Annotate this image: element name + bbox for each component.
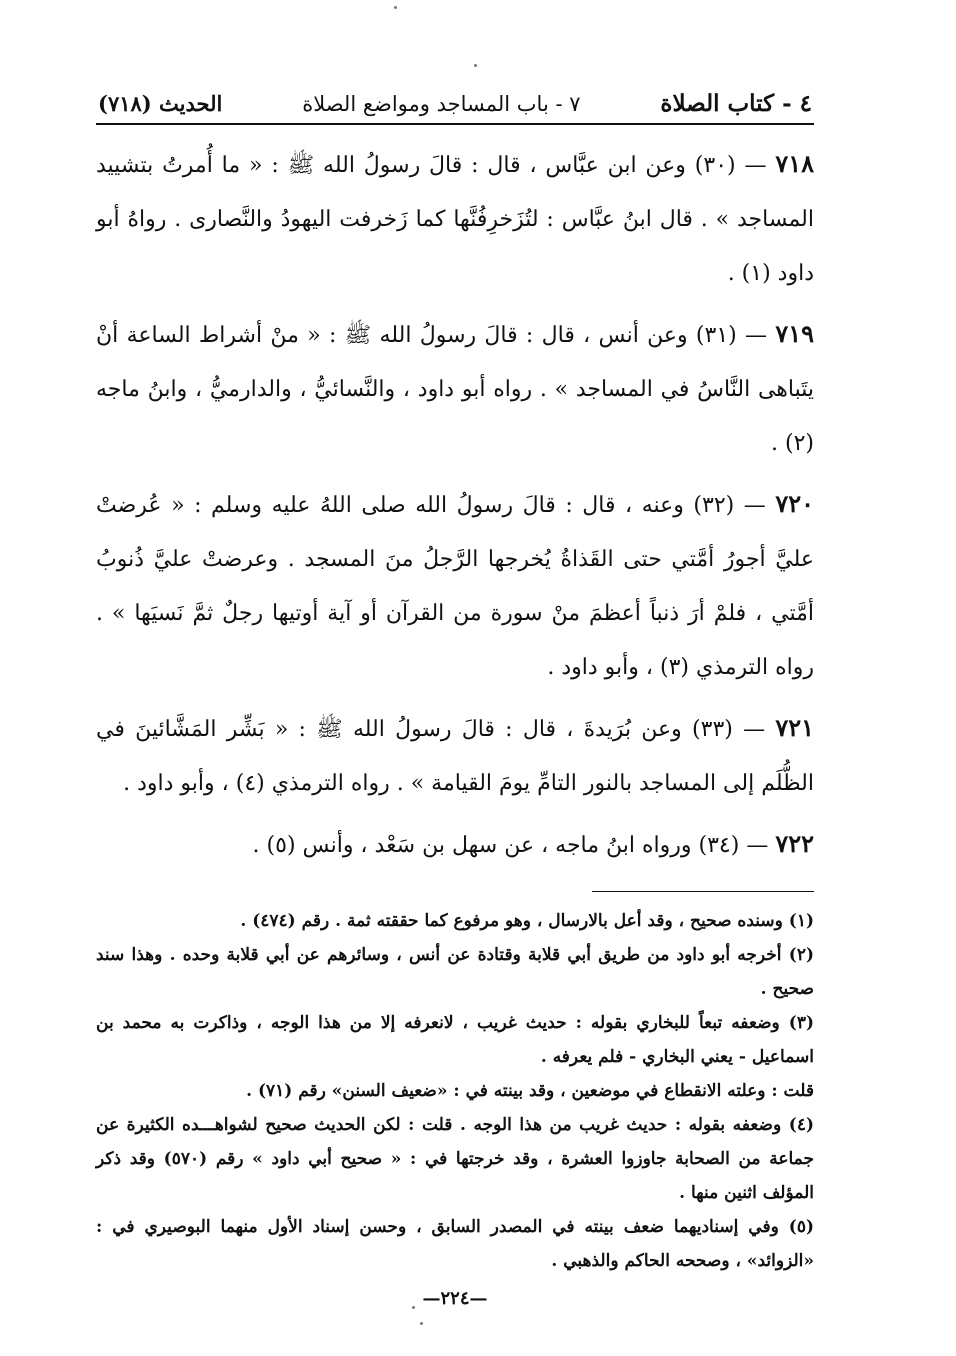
hadith-range: الحديث (٧١٨) — [98, 91, 223, 116]
hadith-number: ٧١٩ — [775, 319, 814, 348]
hadith-text: — (٣٢) وعنه ، قال : قالَ رسولُ الله صلى اللهُ عليه وسلم : « عُرضتْ عليَّ أجورُ أمَّتي حتى القَذاةُ يُخرجها الرَّجلُ منَ المسجد . وعرضتْ عليَّ ذُنوبُ أمَّتي ، فلمْ أرَ ذنباً أعظمَ منْ سورة من القرآن أو آية أوتيها رجلٌ ثمَّ نَسيَها » . رواه الترمذي (٣) ، وأبو داود . — [96, 493, 814, 680]
hadith-718 — [96, 137, 814, 301]
hadith-text: — (٣١) وعن أنس ، قال : قالَ رسولُ الله ﷺ : « منْ أشراط الساعة أنْ يتَباهى النَّاسُ في المساجد » . رواه أبو داود ، والنَّسائيُّ ، والدارميُّ ، وابنُ ماجه (٢) . — [96, 323, 814, 456]
footnote-3-comment: قلت : وعلته الانقطاع في موضعين ، وقد بينته في : «ضعيف السنن» رقم (٧١) . — [246, 1081, 814, 1101]
page-number: —٢٢٤— — [422, 1288, 488, 1309]
hadith-text: — (٣٠) وعن ابن عبَّاس ، قال : قالَ رسولُ الله ﷺ : « ما أُمرتُ بتشييد المساجد » . قال ابنُ عبَّاس : لتُزَخرِفُنَّها كما زَخرفت اليهودُ والنَّصارى . رواهُ أبو داود (١) . — [96, 153, 814, 286]
hadith-722 — [96, 817, 814, 873]
footnote-3: (٣) وضعفه تبعاً للبخاري بقوله : حديث غريب ، لانعرفه إلا من هذا الوجه ، وذاكرت به محمد بن اسماعيل - يعني البخاري - فلم يعرفه . — [96, 1013, 814, 1067]
hadith-text: — (٣٤) ورواه ابنُ ماجه ، عن سهل بن سَعْد ، وأنس (٥) . — [252, 833, 776, 858]
footnote-5: (٥) وفي إسناديهما ضعف بينته في المصدر السابق ، وحسن إسناد الأول منهما البوصيري في : «الزوائد» ، وصححه الحاكم والذهبي . — [96, 1217, 814, 1271]
hadith-721 — [96, 701, 814, 811]
footnote-separator — [592, 891, 814, 892]
hadith-719 — [96, 307, 814, 471]
book-page — [96, 90, 814, 1309]
chapter-title: ٧ - باب المساجد ومواضع الصلاة — [302, 92, 581, 116]
footnote-1: (١) وسنده صحيح ، وقد أعل بالارسال ، وهو مرفوع كما حققته ثمة . رقم (٤٧٤) . — [240, 911, 814, 931]
main-text — [96, 137, 814, 873]
hadith-number: ٧٢١ — [775, 713, 814, 742]
page-header — [96, 90, 814, 125]
hadith-number: ٧٢٠ — [775, 489, 814, 518]
hadith-text: — (٣٣) وعن بُرَيدةَ ، قال : قالَ رسولُ الله ﷺ : « بَشِّر المَشَّائينَ في الظُّلَم إلى المساجد بالنور التامِّ يومَ القيامة » . رواه الترمذي (٤) ، وأبو داود . — [96, 717, 814, 796]
hadith-number: ٧١٨ — [775, 149, 814, 178]
book-title: ٤ - كتاب الصلاة — [660, 90, 812, 117]
hadith-720 — [96, 477, 814, 695]
footnotes — [96, 904, 814, 1278]
footnote-2: (٢) أخرجه أبو داود من طريق أبي قلابة وقتادة عن أنس ، وسائرهم عن أبي قلابة وحده . وهذا سند صحيح . — [96, 945, 814, 999]
footnote-4: (٤) وضعفه بقوله : حديث غريب من هذا الوجه . قلت : لكن الحديث صحيح لشواهـــده الكثيرة عن جماعة من الصحابة جاوزوا العشرة ، وقد خرجتها في : « صحيح أبي داود » رقم (٥٧٠) وقد ذكر المؤلف اثنين منها . — [96, 1115, 814, 1203]
hadith-number: ٧٢٢ — [775, 829, 814, 858]
